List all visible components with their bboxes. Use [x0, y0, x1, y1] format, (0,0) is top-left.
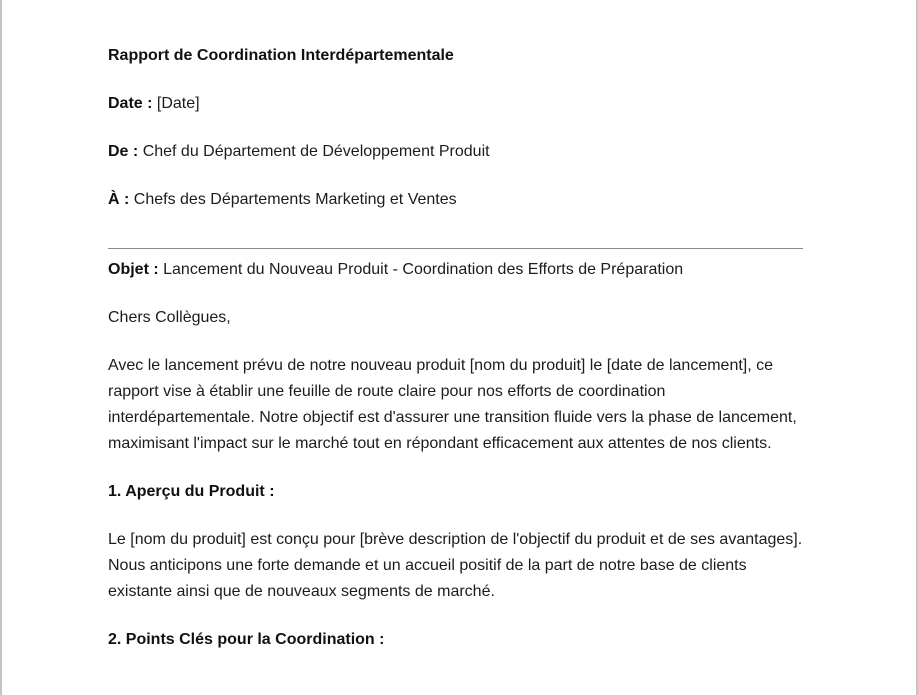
- subject-label: Objet :: [108, 261, 159, 278]
- meta-to-label: À :: [108, 191, 130, 208]
- document-content: [2, 0, 916, 653]
- meta-date-label: Date :: [108, 95, 153, 112]
- meta-from-label: De :: [108, 143, 139, 160]
- meta-line-to: [108, 187, 803, 213]
- section-divider: [108, 248, 803, 249]
- subject-line: [108, 257, 803, 283]
- intro-paragraph: Avec le lancement prévu de notre nouveau produit [nom du produit] le [date de lancement], ce rapport vise à établir une feuille de route claire pour nos efforts de coordination interdépartementale. Notre objectif est d'assurer une transition fluide vers la phase de lancement, maximisant l'impact sur le marché tout en répondant efficacement aux attentes de nos clients.: [108, 357, 797, 452]
- meta-to-value: Chefs des Départements Marketing et Ventes: [133, 191, 457, 208]
- meta-from-value: Chef du Département de Développement Produit: [142, 143, 490, 160]
- meta-line-date: [108, 91, 803, 117]
- document-title: Rapport de Coordination Interdépartementale: [108, 47, 454, 64]
- subject-value: Lancement du Nouveau Produit - Coordination des Efforts de Préparation: [163, 261, 684, 278]
- meta-line-from: [108, 139, 803, 165]
- section-1-heading: 1. Aperçu du Produit :: [108, 483, 275, 500]
- greeting: Chers Collègues,: [108, 309, 231, 326]
- section-1-body: Le [nom du produit] est conçu pour [brève description de l'objectif du produit et de ses avantages]. Nous anticipons une forte demande et un accueil positif de la part de notre base de clients existante ainsi que de nouveaux segments de marché.: [108, 531, 803, 600]
- meta-date-value: [Date]: [156, 95, 200, 112]
- section-2-heading: 2. Points Clés pour la Coordination :: [108, 631, 385, 648]
